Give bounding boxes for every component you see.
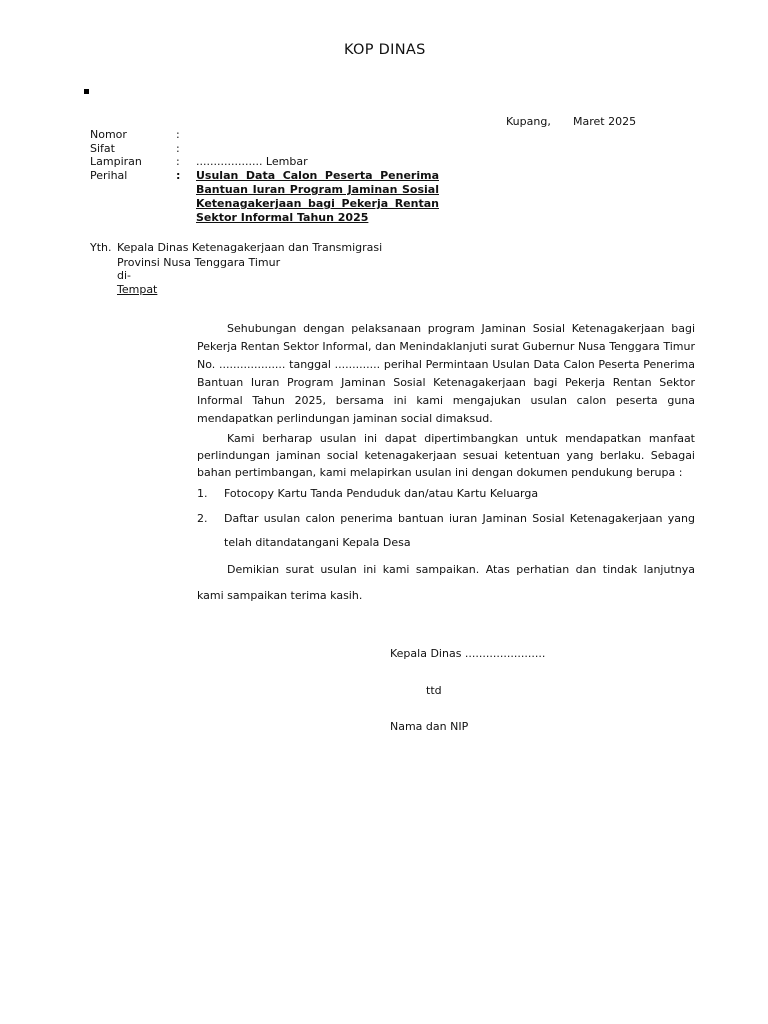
recipient-line1: Kepala Dinas Ketenagakerjaan dan Transmigrasi [117, 241, 383, 254]
list-item-2-number: 2. [197, 512, 208, 525]
signature-name: Nama dan NIP [390, 720, 469, 733]
body-paragraph-1: Sehubungan dengan pelaksanaan program Jaminan Sosial Ketenagakerjaan bagi Pekerja Rentan Sektor Informal, dan Menindaklanjuti surat Gubernur Nusa Tenggara Timur No. ................... tanggal ............. perihal Permintaan Usulan Data Calon Peserta Penerima Bantuan Iuran Program Jaminan Sosial Ketenagakerjaan bagi Pekerja Rentan Sektor Informal Tahun 2025, bersama ini kami mengajukan usulan calon peserta guna mendapatkan perlindungan jaminan social dimaksud. [197, 322, 695, 425]
letter-date: Maret 2025 [573, 115, 637, 128]
perihal-colon: : [176, 169, 181, 182]
perihal-label: Perihal [90, 169, 128, 182]
signature-position: Kepala Dinas ....................... [390, 647, 546, 660]
sifat-label: Sifat [90, 142, 115, 155]
perihal-value: Usulan Data Calon Peserta Penerima Bantuan Iuran Program Jaminan Sosial Ketenagakerjaan bagi Pekerja Rentan Sektor Informal Tahun 2025 [196, 169, 439, 224]
lampiran-colon: : [176, 155, 180, 168]
place-city: Kupang, [506, 115, 551, 128]
nomor-colon: : [176, 128, 180, 141]
recipient-line4: Tempat [117, 283, 158, 296]
bullet-marker [84, 89, 89, 94]
sifat-colon: : [176, 142, 180, 155]
closing-paragraph: Demikian surat usulan ini kami sampaikan. Atas perhatian dan tindak lanjutnya kami sampaikan terima kasih. [197, 563, 695, 602]
letterhead-title: KOP DINAS [344, 42, 426, 58]
list-item-1-text: Fotocopy Kartu Tanda Penduduk dan/atau Kartu Keluarga [224, 487, 539, 500]
recipient-yth: Yth. [90, 241, 112, 254]
recipient-line2: Provinsi Nusa Tenggara Timur [117, 256, 281, 269]
list-item-2-text: Daftar usulan calon penerima bantuan iuran Jaminan Sosial Ketenagakerjaan yang telah ditandatangani Kepala Desa [224, 512, 695, 549]
lampiran-value: ................... Lembar [196, 155, 308, 168]
nomor-label: Nomor [90, 128, 127, 141]
signature-ttd: ttd [426, 684, 442, 697]
recipient-line3: di- [117, 269, 132, 282]
list-item-1-number: 1. [197, 487, 208, 500]
body-paragraph-2: Kami berharap usulan ini dapat dipertimbangkan untuk mendapatkan manfaat perlindungan jaminan social ketenagakerjaan sesuai ketentuan yang berlaku. Sebagai bahan pertimbangan, kami melapirkan usulan ini dengan dokumen pendukung berupa : [197, 432, 695, 479]
lampiran-label: Lampiran [90, 155, 142, 168]
